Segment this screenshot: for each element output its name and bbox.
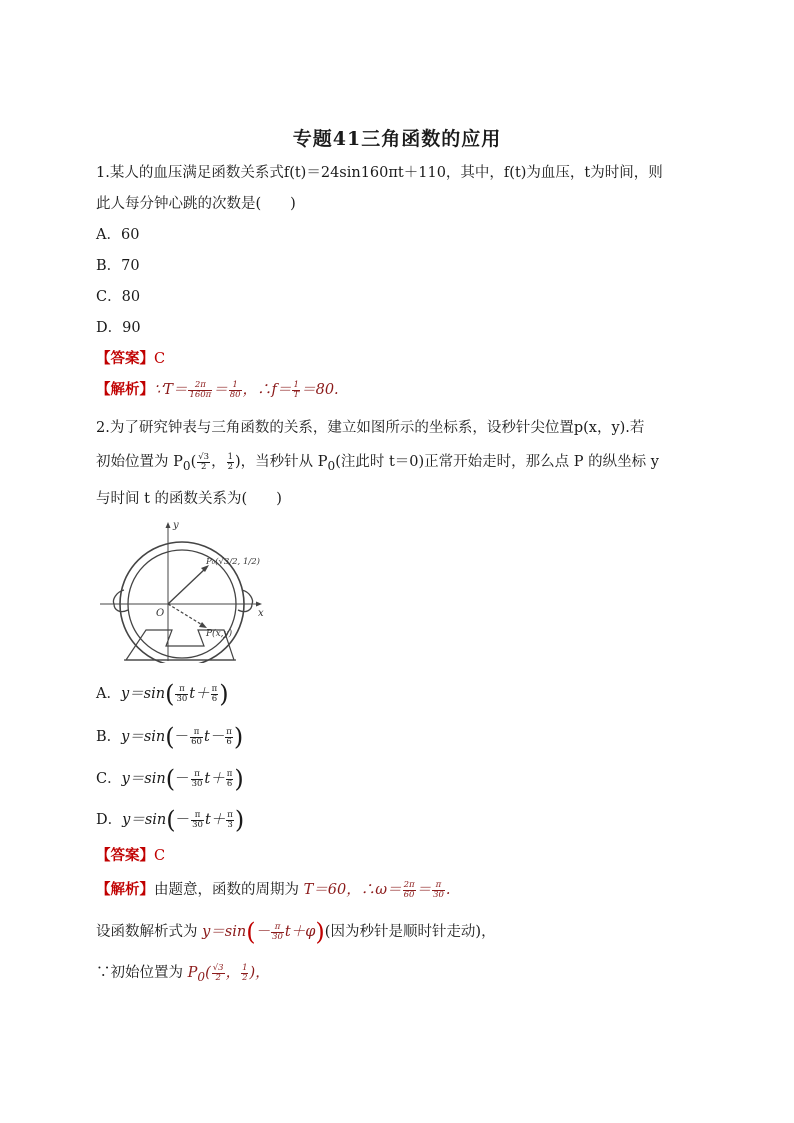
- option-letter: D．: [96, 812, 123, 828]
- clock-figure: [96, 518, 276, 663]
- q1-stem-line2: 此人每分钟心跳的次数是( ): [96, 196, 296, 212]
- fraction: $\frac{2\pi}{160\pi}$: [189, 379, 212, 400]
- fraction: $\frac{\pi}{30}$: [191, 768, 203, 789]
- paren-open: (: [246, 918, 256, 946]
- analysis-text-c: ＝80.: [301, 382, 339, 398]
- q2-stem-line3: 与时间 t 的函数关系为( ): [96, 491, 282, 507]
- sign: －: [174, 729, 190, 745]
- option-expr: t－: [203, 729, 225, 745]
- analysis-math: t＋φ: [284, 924, 316, 940]
- paren-open: (: [165, 765, 176, 793]
- fraction: $\frac{\pi}{6}$: [211, 683, 218, 704]
- q2-analysis-line2: [96, 918, 496, 946]
- p-hand: [168, 604, 204, 626]
- option-expr: y＝sin: [121, 729, 166, 745]
- q1-answer: [96, 349, 165, 369]
- comma: ，: [211, 454, 226, 470]
- sign: －: [175, 771, 190, 787]
- answer-label: 【答案】: [96, 350, 154, 367]
- equals-sign: ＝: [213, 382, 228, 398]
- fraction: $\frac{\pi}{60}$: [191, 726, 202, 747]
- option-letter: C．: [96, 771, 122, 787]
- q1-option-c: C．80: [96, 289, 141, 305]
- subscript: 0: [197, 969, 206, 984]
- paren-open: (: [165, 723, 175, 751]
- right-bell: [238, 590, 253, 612]
- y-axis-arrow: [166, 522, 171, 528]
- q2-text: (注此时 t＝0)正常开始走时，那么点 P 的纵坐标 y: [335, 454, 659, 470]
- q2-stem-line1: 2.为了研究钟表与三角函数的关系，建立如图所示的坐标系，设秒针尖位置p(x，y).若: [96, 420, 645, 436]
- analysis-math: )，: [249, 965, 270, 981]
- q2-text: 初始位置为 P: [96, 454, 183, 470]
- answer-value: C: [154, 351, 166, 367]
- option-letter: B．: [96, 729, 122, 745]
- option-letter: A．: [96, 686, 121, 702]
- q1-option-a: A．60: [96, 227, 140, 243]
- q1-stem-line1: 1.某人的血压满足函数关系式f(t)＝24sin160πt＋110，其中，f(t)为血压，t为时间，则: [96, 165, 663, 181]
- sign: －: [175, 812, 191, 828]
- paren-close: ): [233, 723, 244, 751]
- y-axis-label: y: [173, 520, 179, 531]
- analysis-label: 【解析】: [96, 381, 154, 398]
- fraction: $\frac{1}{2}$: [227, 451, 233, 472]
- x-axis-label: x: [258, 608, 264, 619]
- fraction: $\frac{\pi}{3}$: [227, 809, 233, 830]
- analysis-math: T＝60，∴ω＝: [303, 882, 402, 898]
- option-expr: y＝sin: [120, 686, 166, 702]
- paren-close: ): [234, 806, 245, 834]
- paren-close: ): [315, 918, 325, 946]
- option-expr: y＝sin: [121, 771, 166, 787]
- answer-label: 【答案】: [96, 847, 154, 864]
- analysis-math: P: [187, 965, 198, 981]
- q2-text: )，当秒针从 P: [234, 454, 328, 470]
- option-expr: t＋: [204, 771, 225, 787]
- fraction: $\frac{\pi}{30}$: [192, 809, 203, 830]
- fraction: $\frac{√3}{2}$: [198, 451, 210, 472]
- q2-option-b: [96, 723, 244, 751]
- paren-open: (: [190, 454, 197, 470]
- fraction: $\frac{\pi}{30}$: [176, 683, 188, 704]
- p-hand-arrow: [199, 622, 207, 628]
- fraction: $\frac{\pi}{6}$: [226, 768, 233, 789]
- x-axis-arrow: [256, 602, 262, 607]
- analysis-text: 设函数解析式为: [96, 924, 203, 940]
- subscript: 0: [327, 458, 336, 473]
- paren-open: (: [165, 680, 175, 708]
- option-expr: t＋: [204, 812, 226, 828]
- fraction: $\frac{\pi}{30}$: [433, 879, 444, 900]
- q2-analysis-line1: [96, 880, 451, 900]
- q2-option-a: [96, 680, 229, 708]
- subscript: 0: [182, 458, 191, 473]
- fraction: $\frac{1}{2}$: [242, 962, 248, 983]
- p0-hand: [168, 568, 206, 604]
- fraction: $\frac{2\pi}{60}$: [403, 879, 415, 900]
- analysis-text: ∵初始位置为: [96, 965, 188, 981]
- paren-open: (: [205, 965, 211, 981]
- q2-option-d: [96, 806, 245, 834]
- fraction: $\frac{\pi}{30}$: [272, 921, 283, 942]
- page-title: 专题41三角函数的应用: [292, 128, 502, 150]
- period: .: [445, 882, 451, 898]
- fraction: $\frac{1}{T}$: [293, 379, 300, 400]
- q1-analysis: [96, 380, 339, 400]
- paren-close: ): [219, 680, 229, 708]
- analysis-label: 【解析】: [96, 881, 154, 898]
- answer-value: C: [154, 848, 166, 864]
- option-expr: t＋: [189, 686, 210, 702]
- p-label: P(x,y): [206, 629, 233, 639]
- equals-sign: ＝: [416, 882, 432, 898]
- fraction: $\frac{√3}{2}$: [212, 962, 224, 983]
- paren-close: ): [234, 765, 244, 793]
- p0-label: P₀(√3/2, 1/2): [206, 557, 260, 567]
- q2-analysis-line3: [96, 963, 270, 987]
- origin-label: O: [156, 608, 165, 619]
- fraction: $\frac{\pi}{6}$: [226, 726, 232, 747]
- analysis-text: (因为秒针是顺时针走动)，: [324, 924, 496, 940]
- analysis-text-a: ∵T＝: [154, 382, 188, 398]
- paren-open: (: [166, 806, 176, 834]
- q2-option-c: [96, 765, 244, 793]
- sign: －: [255, 924, 271, 940]
- comma: ，: [225, 965, 241, 981]
- q1-option-b: B．70: [96, 258, 140, 274]
- fraction: $\frac{1}{80}$: [229, 379, 241, 400]
- option-expr: y＝sin: [122, 812, 167, 828]
- q2-stem-line2: [96, 452, 659, 476]
- q1-option-d: D．90: [96, 320, 141, 336]
- q2-answer: [96, 846, 165, 866]
- analysis-math: y＝sin: [202, 924, 247, 940]
- analysis-text: 由题意，函数的周期为: [154, 882, 304, 898]
- analysis-text-b: ，∴f＝: [242, 382, 292, 398]
